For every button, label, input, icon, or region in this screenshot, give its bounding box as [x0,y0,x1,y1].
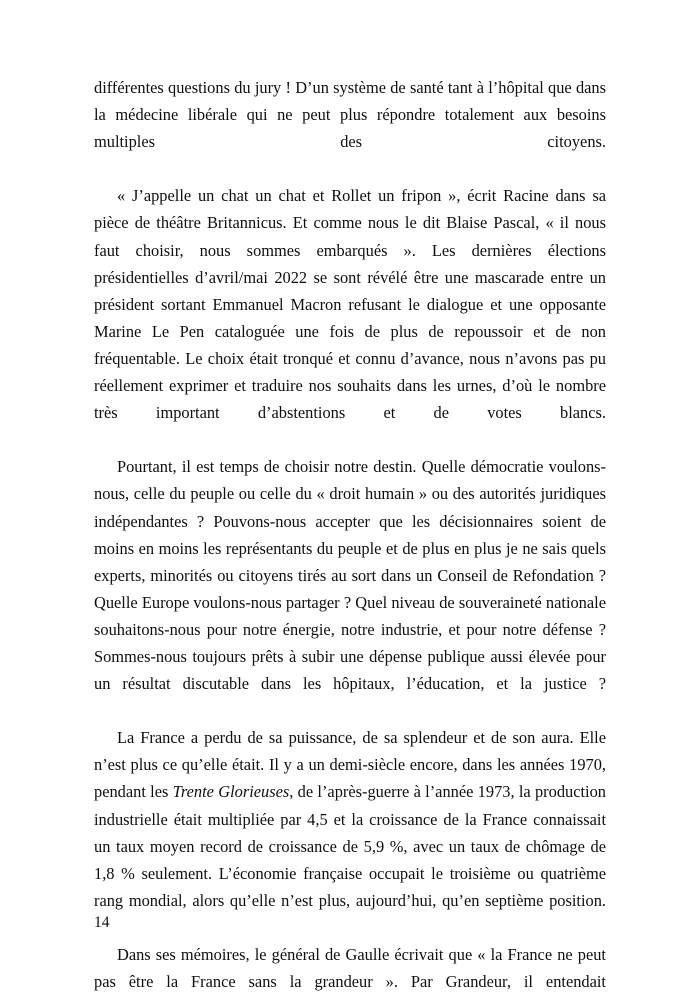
text-run: Pourtant, il est temps de choisir notre destin. Quelle démocratie voulons-nous, celle du peuple ou celle du « droit humain » ou des autorités juridiques indépendantes ? Pouvons-nous accepter que les décisionnaires soient de moins en moins les représentants du peuple et de plus en plus je ne sais quels experts, minorités ou citoyens tirés au sort dans un Conseil de Refondation ? Quelle Europe voulons-nous partager ? Quel niveau de souveraineté nationale souhaitons-nous pour notre énergie, notre industrie, et pour notre défense ? Sommes-nous toujours prêts à subir une dépense publique aussi élevée pour un résultat discutable dans les hôpitaux, l’éducation, et la justice ? [94,457,606,694]
text-run: Dans ses mémoires, le général de Gaulle écrivait que « la France ne peut pas être la France sans la grandeur ». Par Grandeur, il entendait [94,945,606,992]
body-text-block [94,74,606,992]
text-run: , de l’après-guerre à l’année 1973, la production industrielle était multipliée par 4,5 et la croissance de la France connaissait un taux moyen record de croissance de 5,9 %, avec un taux de chômage de 1,8 % seulement. L’économie française occupait le troisième ou quatrième rang mondial, alors qu’elle n’est plus, aujourd’hui, qu’en septième position. [94,782,606,910]
paragraph [94,453,606,724]
italic-run: Trente Glorieuses [172,782,290,802]
page-number: 14 [94,914,110,931]
paragraph [94,941,606,992]
paragraph [94,724,606,941]
text-run: différentes questions du jury ! D’un système de santé tant à l’hôpital que dans la médecine libérale qui ne peut plus répondre totalement aux besoins multiples des citoyens. [94,78,606,152]
text-run: La France a perdu de sa puissance, de sa splendeur et de son aura. Elle n’est plus ce qu’elle était. Il y a un demi-siècle encore, dans les années 1970, pendant les [94,728,606,802]
paragraph [94,182,606,453]
text-run: « J’appelle un chat un chat et Rollet un fripon », écrit Racine dans sa pièce de théâtre Britannicus. Et comme nous le dit Blaise Pascal, « il nous faut choisir, nous sommes embarqués ». Les dernières élections présidentielles d’avril/mai 2022 se sont révélé être une mascarade entre un président sortant Emmanuel Macron refusant le dialogue et une opposante Marine Le Pen cataloguée une fois de plus de repoussoir et de non fréquentable. Le choix était tronqué et connu d’avance, nous n’avons pas pu réellement exprimer et traduire nos souhaits dans les urnes, d’où le nombre très important d’abstentions et de votes blancs. [94,186,606,423]
paragraph [94,74,606,182]
